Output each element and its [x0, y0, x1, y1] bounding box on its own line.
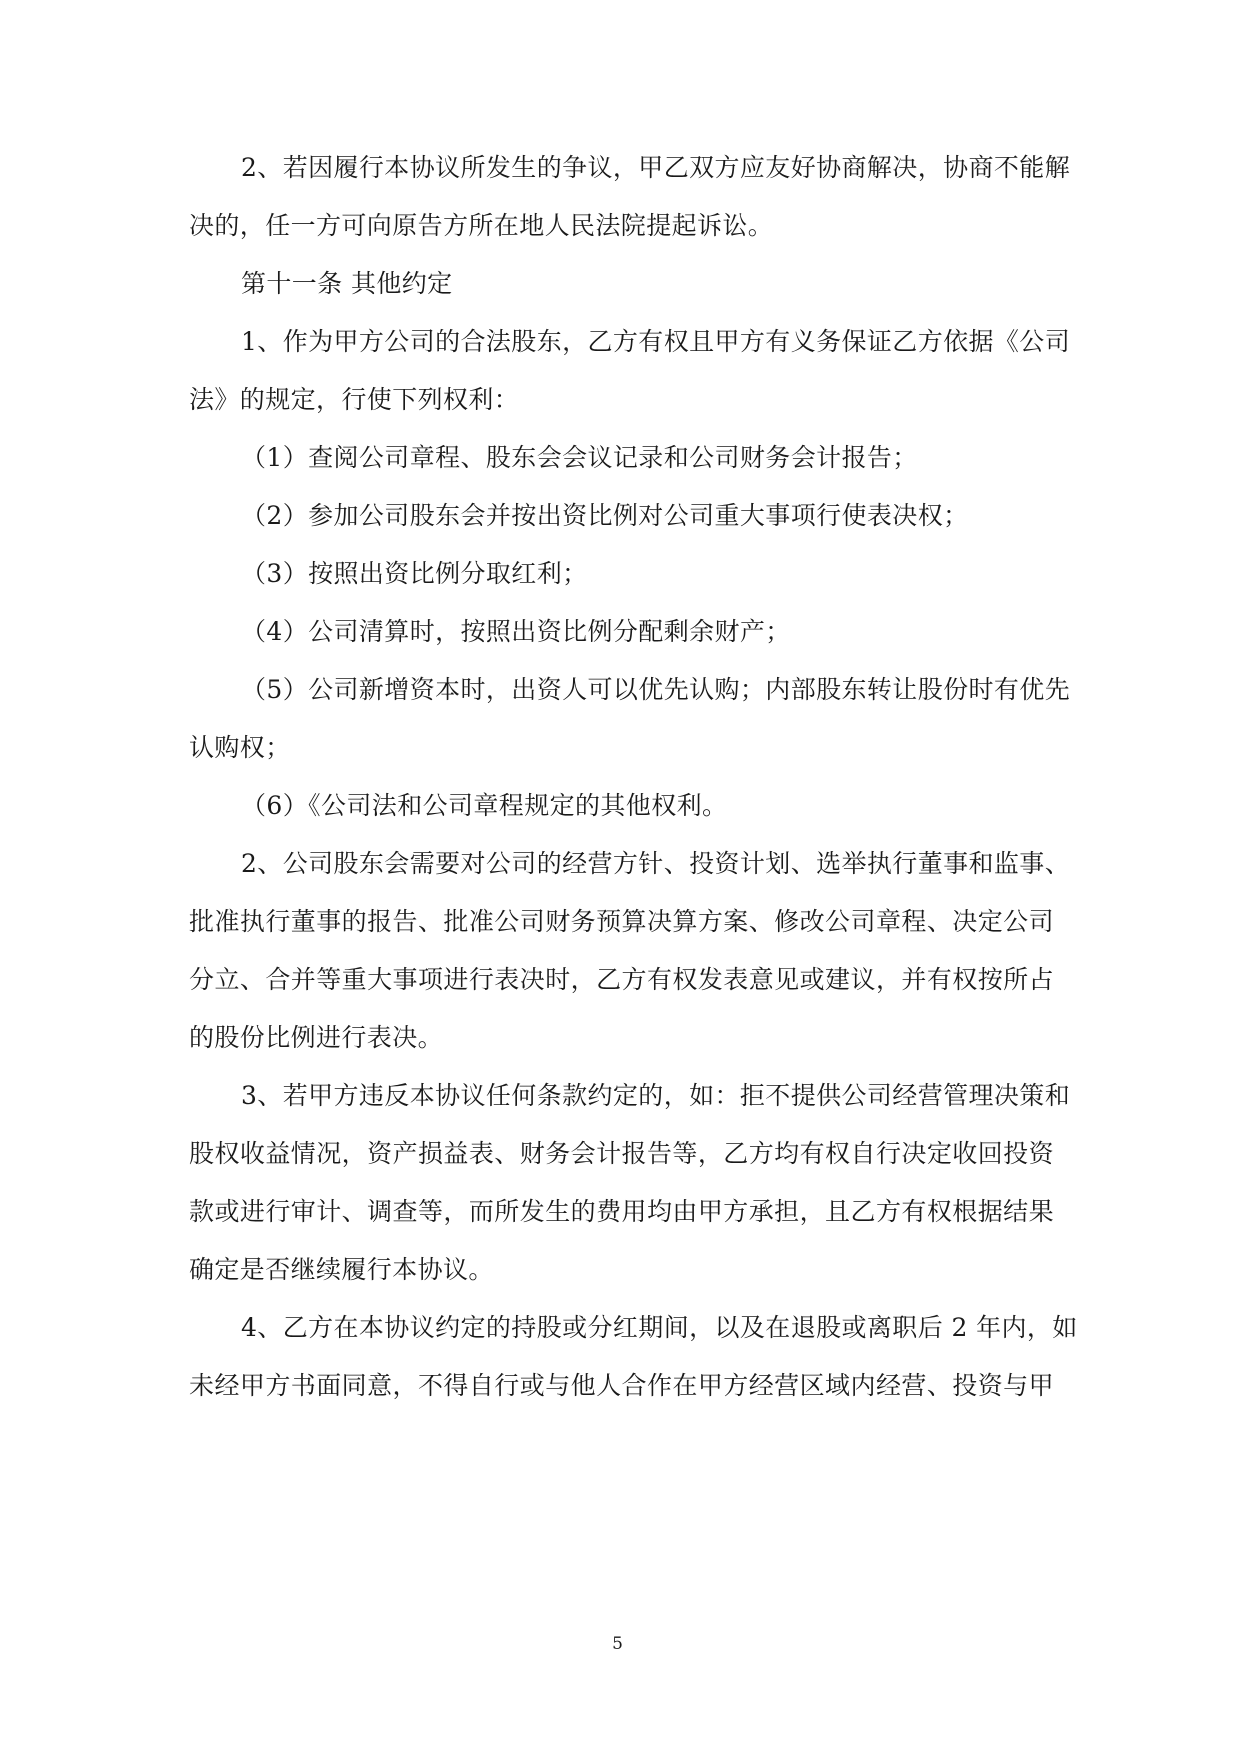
text-line: 认购权；: [189, 733, 291, 762]
text-line: 1、作为甲方公司的合法股东，乙方有权且甲方有义务保证乙方依据《公司: [241, 327, 1071, 356]
text-line: 4、乙方在本协议约定的持股或分红期间，以及在退股或离职后 2 年内，如: [241, 1313, 1078, 1342]
list-item: （4）公司清算时，按照出资比例分配剩余财产；: [241, 617, 791, 646]
page-number: 5: [612, 1634, 623, 1654]
text-line: 股权收益情况，资产损益表、财务会计报告等，乙方均有权自行决定收回投资: [189, 1139, 1054, 1168]
text-line: 法》的规定，行使下列权利：: [189, 385, 520, 414]
text-line: 2、公司股东会需要对公司的经营方针、投资计划、选举执行董事和监事、: [241, 849, 1071, 878]
text-line: 确定是否继续履行本协议。: [189, 1255, 494, 1284]
text-line: 款或进行审计、调查等，而所发生的费用均由甲方承担，且乙方有权根据结果: [189, 1197, 1054, 1226]
text-line: 决的，任一方可向原告方所在地人民法院提起诉讼。: [189, 211, 774, 240]
text-line: 3、若甲方违反本协议任何条款约定的，如：拒不提供公司经营管理决策和: [241, 1081, 1071, 1110]
list-item: （3）按照出资比例分取红利；: [241, 559, 588, 588]
list-item: （6）《公司法和公司章程规定的其他权利。: [241, 791, 728, 820]
text-line: 2、若因履行本协议所发生的争议，甲乙双方应友好协商解决，协商不能解: [241, 153, 1071, 182]
list-item: （1）查阅公司章程、股东会会议记录和公司财务会计报告；: [241, 443, 918, 472]
text-line: 批准执行董事的报告、批准公司财务预算决算方案、修改公司章程、决定公司: [189, 907, 1054, 936]
list-item: （5）公司新增资本时，出资人可以优先认购；内部股东转让股份时有优先: [241, 675, 1071, 704]
section-heading: 第十一条 其他约定: [241, 269, 453, 298]
text-line: 的股份比例进行表决。: [189, 1023, 444, 1052]
text-line: 分立、合并等重大事项进行表决时，乙方有权发表意见或建议，并有权按所占: [189, 965, 1054, 994]
list-item: （2）参加公司股东会并按出资比例对公司重大事项行使表决权；: [241, 501, 969, 530]
text-line: 未经甲方书面同意，不得自行或与他人合作在甲方经营区域内经营、投资与甲: [189, 1371, 1054, 1400]
